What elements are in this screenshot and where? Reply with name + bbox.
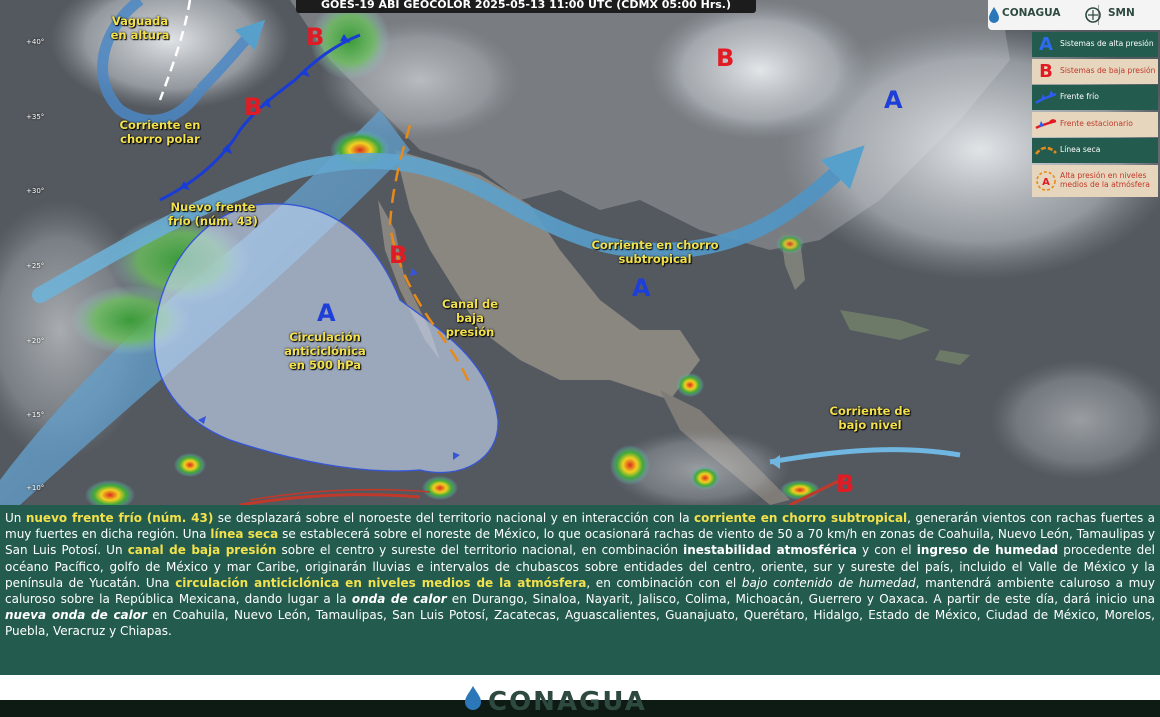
- lat-label: +40°: [26, 38, 45, 46]
- water-drop-icon: [986, 6, 1002, 24]
- dry-line-icon: [1035, 144, 1057, 158]
- image-title: GOES-19 ABI GEOCOLOR 2025-05-13 11:00 UTC (CDMX 05:00 Hrs.): [296, 0, 756, 13]
- agency-logos: [988, 0, 1160, 30]
- cold-front-icon: [1035, 91, 1057, 105]
- smn-emblem-icon: [1084, 6, 1102, 24]
- water-drop-icon: [462, 685, 484, 711]
- low-pressure-marker: B: [244, 93, 263, 121]
- legend-label: Sistemas de alta presión: [1060, 39, 1154, 49]
- legend-item-cold-front: [1032, 85, 1158, 110]
- legend-item-high: [1032, 32, 1158, 57]
- lat-label: +30°: [26, 187, 45, 195]
- high-pressure-marker: A: [317, 299, 336, 327]
- high-pressure-marker: A: [632, 274, 651, 302]
- label-polar-jet: Corriente en chorro polar: [119, 118, 201, 146]
- label-subtropical-jet: Corriente en chorro subtropical: [591, 238, 719, 266]
- label-low-channel: Canal de baja presión: [441, 297, 499, 339]
- legend-item-dry-line: [1032, 138, 1158, 163]
- lat-label: +10°: [26, 484, 45, 492]
- lat-label: +15°: [26, 411, 45, 419]
- low-pressure-marker: B: [306, 23, 325, 51]
- low-pressure-marker: B: [389, 241, 408, 269]
- lat-label: +35°: [26, 113, 45, 121]
- svg-text:A: A: [1042, 176, 1050, 188]
- conagua-logo: CONAGUA: [1002, 7, 1061, 19]
- low-symbol-icon: B: [1039, 60, 1053, 82]
- smn-logo: SMN: [1108, 7, 1135, 19]
- lat-label: +25°: [26, 262, 45, 270]
- label-low-level-jet: Corriente de bajo nivel: [829, 404, 911, 432]
- legend-label: Frente estacionario: [1060, 118, 1133, 128]
- footer: [0, 675, 1160, 717]
- low-pressure-marker: B: [716, 44, 735, 72]
- legend-item-stationary-front: [1032, 112, 1158, 137]
- low-pressure-marker: B: [836, 470, 855, 498]
- label-anticyclone: Circulación anticiclónica en 500 hPa: [284, 330, 366, 372]
- high-symbol-icon: A: [1039, 34, 1053, 55]
- legend-item-low: [1032, 59, 1158, 84]
- legend-label: Frente frío: [1060, 92, 1099, 102]
- legend-label: Alta presión en niveles medios de la atmósfera: [1060, 171, 1150, 189]
- forecast-description-panel: [0, 505, 1160, 675]
- legend-label: Sistemas de baja presión: [1060, 65, 1156, 75]
- footer-conagua-logo: CONAGUA: [488, 687, 647, 717]
- legend-item-upper-high: [1032, 165, 1158, 197]
- forecast-description-text: Un nuevo frente frío (núm. 43) se desplazará sobre el noroeste del territorio nacional y en interacción con la corriente en chorro subtropical, generarán vientos con rachas fuertes a muy fuertes en dicha región. Una línea seca se establecerá sobre el noreste de México, lo que ocasionará rachas de viento de 50 a 70 km/h en zonas de Coahuila, Nuevo León, Tamaulipas y San Luis Potosí. Un canal de baja presión sobre el centro y sureste del territorio nacional, en combinación inestabilidad atmosférica y con el ingreso de humedad procedente del océano Pacífico, golfo de México y mar Caribe, originarán lluvias e intervalos de chubascos sobre entidades del centro, oriente, sur y sureste del país, incluido el Valle de México y la península de Yucatán. Una circulación anticiclónica en niveles medios de la atmósfera, en combinación con el bajo contenido de humedad, mantendrá ambiente caluroso a muy caluroso sobre la República Mexicana, dando lugar a la onda de calor en Durango, Sinaloa, Nayarit, Jalisco, Colima, Michoacán, Guerrero y Oaxaca. A partir de este día, dará inicio una nueva onda de calor en Coahuila, Nuevo León, Tamaulipas, San Luis Potosí, Zacatecas, Aguascalientes, Guanajuato, Querétaro, Hidalgo, Estado de México, Ciudad de México, Morelos, Puebla, Veracruz y Chiapas.: [5, 511, 1156, 639]
- upper-high-icon: [1035, 170, 1057, 192]
- map-legend: [1032, 32, 1158, 198]
- label-vaguada: Vaguada en altura: [110, 14, 170, 42]
- high-pressure-marker: A: [884, 86, 903, 114]
- stationary-front-icon: [1035, 117, 1057, 131]
- lat-label: +20°: [26, 337, 45, 345]
- label-new-front: Nuevo frente frío (núm. 43): [168, 200, 258, 228]
- legend-label: Línea seca: [1060, 145, 1101, 155]
